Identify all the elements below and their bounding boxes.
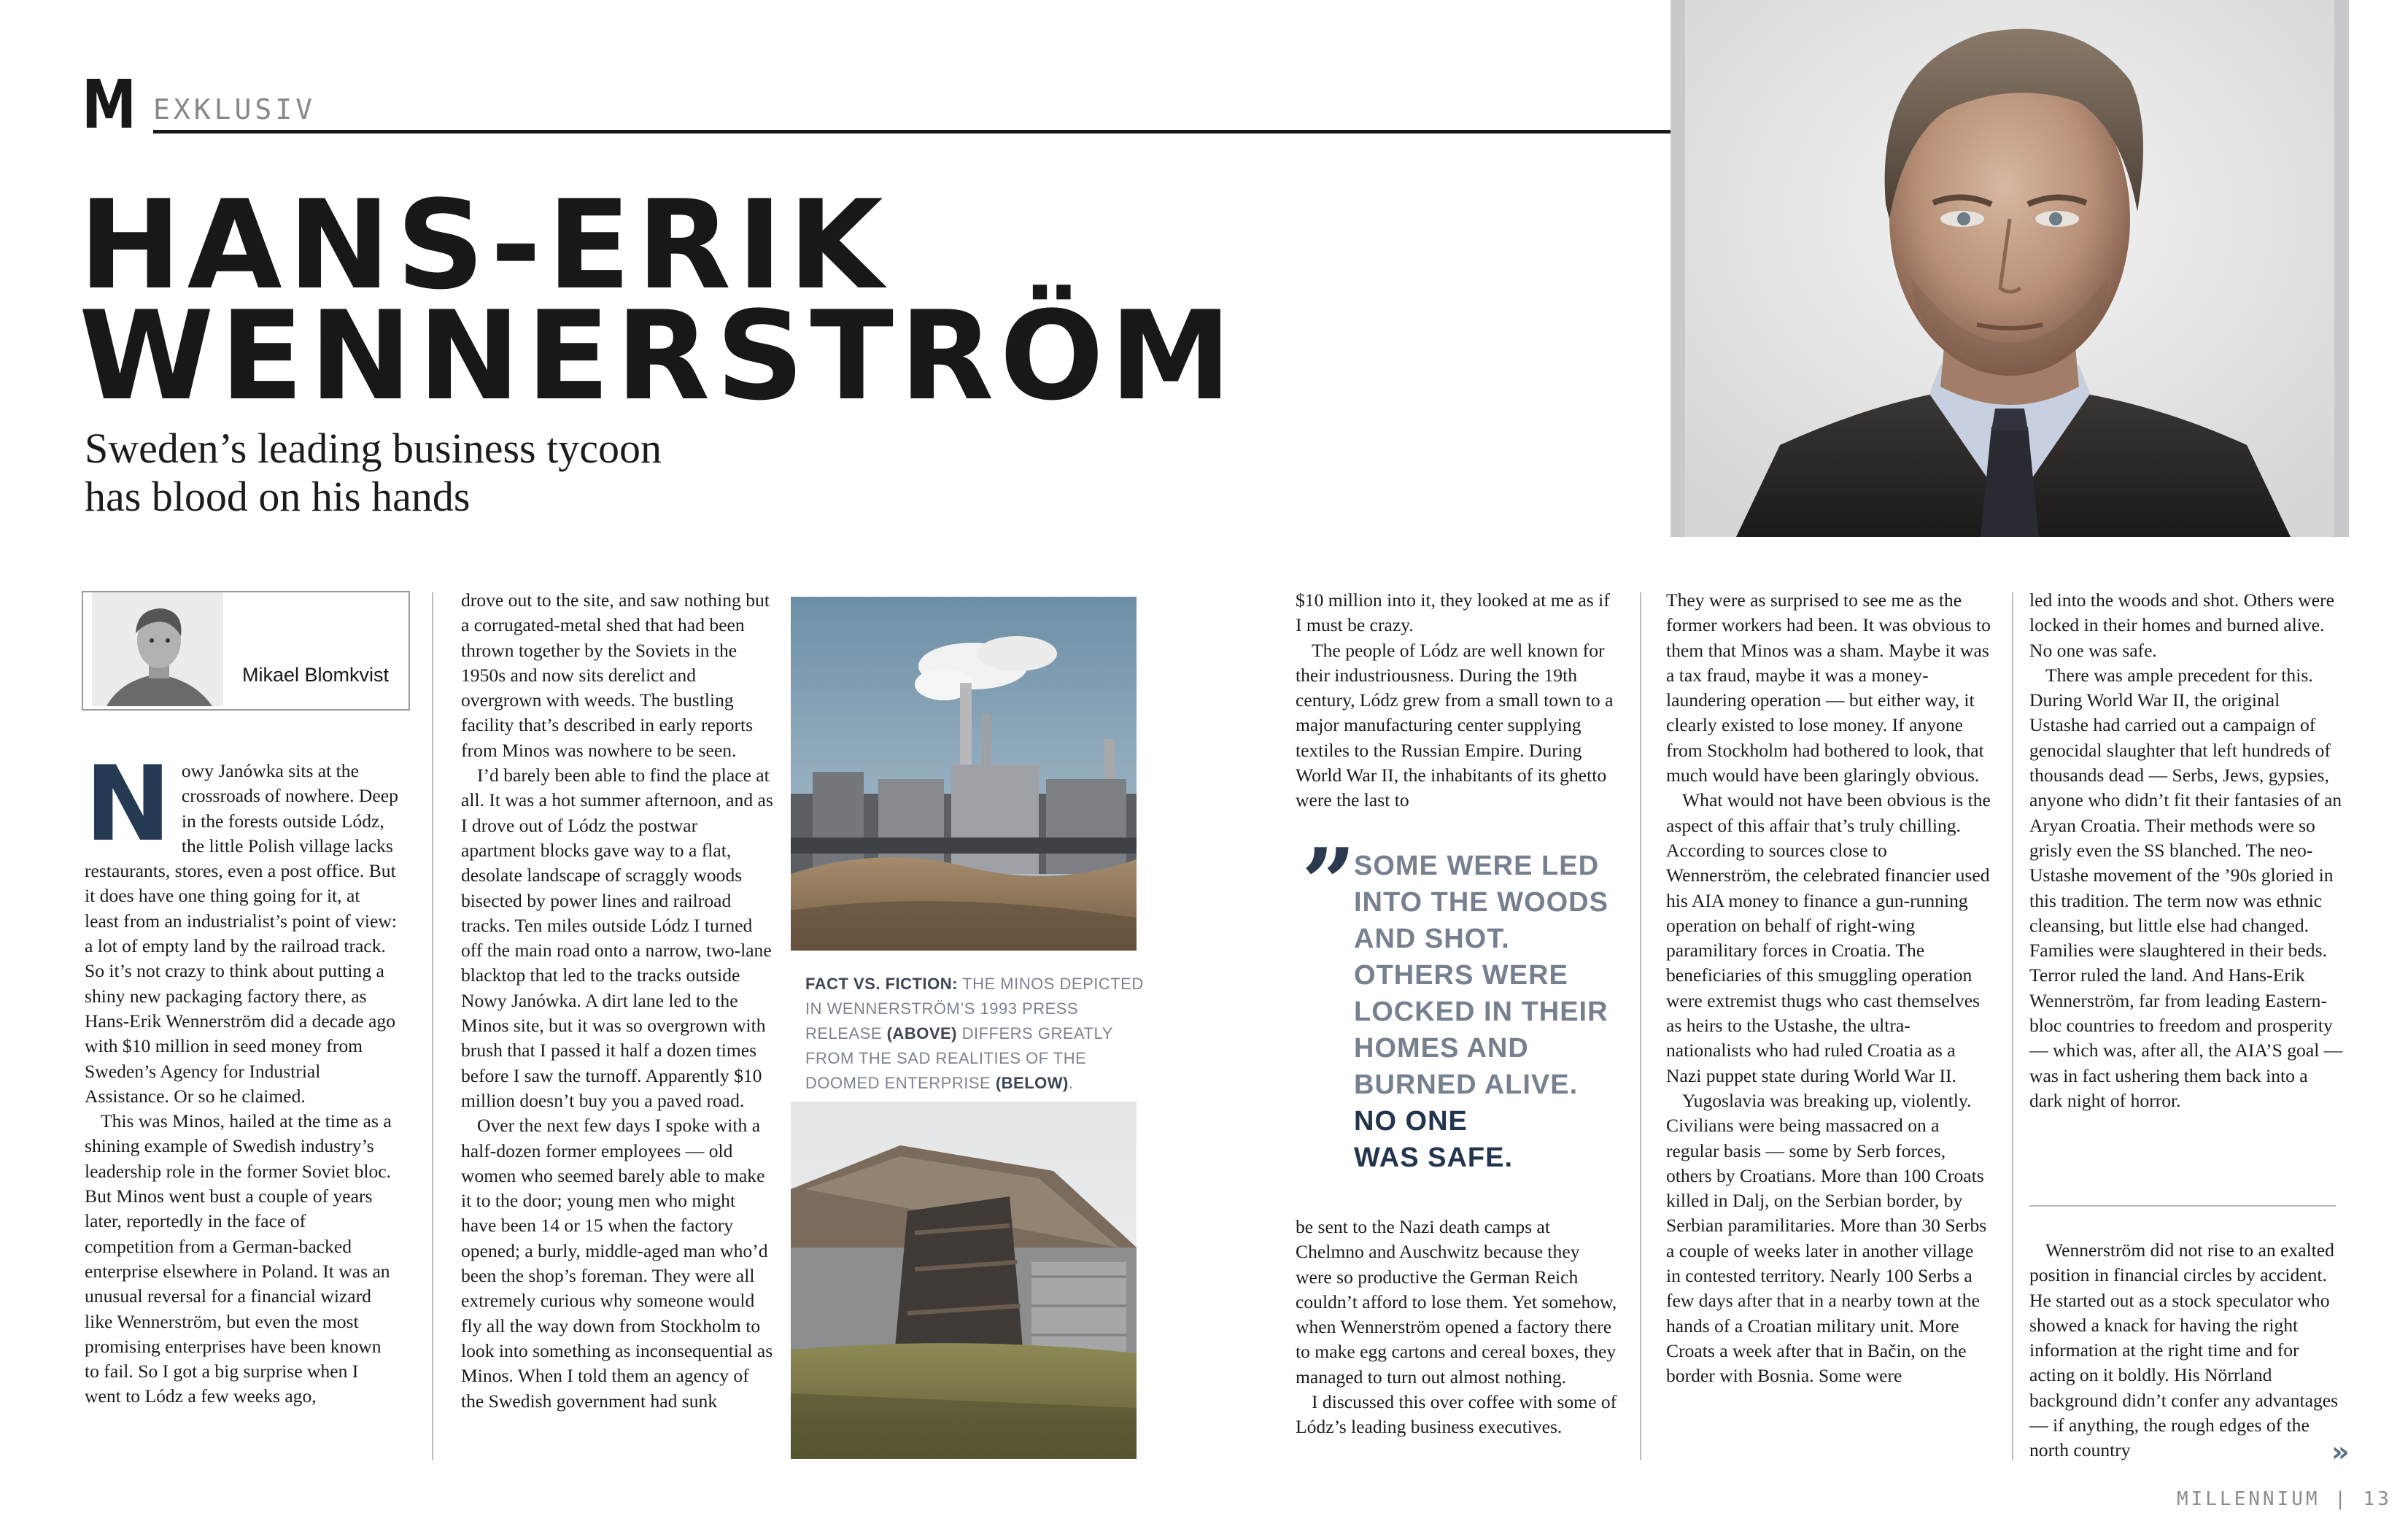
- pull-quote-mark: ”: [1301, 827, 1356, 939]
- paragraph: The people of Lódz are well known for their industriousness. During the 19th century, Lódz grew from a small town to a major manufacturing center supplying textiles to the Russian Empire. During World War II, the inhabitants of its ghetto were the last to: [1296, 639, 1614, 811]
- paragraph: What would not have been obvious is the aspect of this affair that’s truly chilling. According to sources close to Wennerström, the celebrated financier used his AIA money to finance a gun-running operation on behalf of right-wing paramilitary forces in Croatia. The beneficiaries of this smuggling operation were extremist thugs who cast themselves as heirs to the Ustashe, the ultra-nationalists who had ruled Croatia as a Nazi puppet state during World War II.: [1666, 789, 1991, 1086]
- drop-cap: N: [85, 744, 171, 864]
- column-divider: [432, 592, 433, 1461]
- headline-line-2: WENNERSTRÖM: [79, 285, 1238, 428]
- caption-below: (BELOW): [995, 1074, 1069, 1092]
- article-column-5-continued: [2029, 1238, 2343, 1463]
- headline: [79, 174, 1238, 428]
- continue-arrow-icon: »: [2331, 1436, 2350, 1468]
- paragraph: I’d barely been able to find the place at all. It was a hot summer afternoon, and as I drove out of Lódz the postwar apartment blocks gave way to a flat, desolate landscape of scraggly woods bisected by power lines and railroad tracks. Ten miles outside Lódz I turned off the main road onto a narrow, two-lane blacktop that led to the tracks outside Nowy Janówka. A dirt lane led to the Minos site, but it was so overgrown with brush that I passed it half a dozen times before I saw the turnoff. Apparently $10 million doesn’t buy you a paved road.: [461, 765, 773, 1111]
- subtitle: [85, 425, 741, 521]
- pull-quote-text: SOME WERE LED INTO THE WOODS AND SHOT. OTHERS WERE LOCKED IN THEIR HOMES AND BURNED ALIVE.: [1354, 851, 1608, 1100]
- article-column-4: [1666, 588, 1991, 1389]
- page-number: 13: [2363, 1488, 2392, 1510]
- caption-lead: FACT VS. FICTION:: [805, 975, 958, 993]
- pull-quote-emphasis-2: WAS SAFE.: [1354, 1142, 1514, 1173]
- subtitle-line-2: has blood on his hands: [85, 473, 471, 520]
- magazine-name: MILLENNIUM: [2177, 1488, 2320, 1510]
- page-footer: [2177, 1488, 2392, 1510]
- paragraph: $10 million into it, they looked at me as if I must be crazy.: [1296, 589, 1610, 636]
- paragraph: Over the next few days I spoke with a half-dozen former employees — old women who seemed barely able to make it to the door; young men who might have been 14 or 15 when the factory opened; a burly, middle-aged man who’d been the shop’s foreman. They were all extremely curious why someone would fly all the way down from Stockholm to look into something as inconsequential as Minos. When I told them an agency of the Swedish government had sunk: [461, 1115, 773, 1412]
- author-name: Mikael Blomkvist: [242, 664, 390, 686]
- caption-text: THE MINOS DEPICTED IN WENNERSTRÖM’S 1993 PRESS RELEASE: [805, 975, 1144, 1042]
- article-column-5: [2029, 588, 2343, 1113]
- paragraph: be sent to the Nazi death camps at Chelmno and Auschwitz because they were so productive the German Reich couldn’t afford to lose them. Yet somehow, when Wennerström opened a factory there to make egg cartons and cereal boxes, they managed to turn out almost nothing.: [1296, 1216, 1617, 1388]
- subtitle-line-1: Sweden’s leading business tycoon: [85, 425, 662, 472]
- caption-end: .: [1068, 1074, 1074, 1092]
- header-rule: [153, 130, 1670, 134]
- article-column-3-continued: [1296, 1215, 1619, 1440]
- factory-photo: [791, 597, 1137, 951]
- caption-text: DIFFERS GREATLY FROM THE SAD REALITIES OF THE DOOMED ENTERPRISE: [805, 1024, 1113, 1092]
- paragraph: drove out to the site, and saw nothing but a corrugated-metal shed that had been thrown together by the Soviets in the 1950s and now sits derelict and overgrown with weeds. The bustling facility that’s described in early reports from Minos was nowhere to be seen.: [461, 589, 770, 761]
- paragraph: I discussed this over coffee with some of Lódz’s leading business executives.: [1296, 1391, 1617, 1438]
- author-photo: [92, 592, 223, 706]
- paragraph: This was Minos, hailed at the time as a shining example of Swedish industry’s leadership role in the former Soviet bloc. But Minos went bust a couple of years later, reportedly in the face of competition from a German-backed enterprise elsewhere in Poland. It was an unusual reversal for a financial wizard like Wennerström, but even the most promising enterprises have been known to fail. So I got a big surprise when I went to Lódz a few weeks ago,: [85, 1110, 392, 1407]
- magazine-logo: M: [82, 66, 136, 144]
- paragraph-text: owy Janówka sits at the crossroads of nowhere. Deep in the forests outside Lódz, the little Polish village lacks restaurants, stores, even a post office. But it does have one thing going for it, at least from an industrialist’s point of view: a lot of empty land by the railroad track. So it’s not crazy to think about putting a shiny new packaging factory there, as Hans-Erik Wennerström did a decade ago with $10 million in seed money from Sweden’s Agency for Industrial Assistance. Or so he claimed.: [85, 760, 398, 1107]
- article-column-3: [1296, 588, 1619, 813]
- photo-caption: [805, 972, 1148, 1096]
- section-label: EXKLUSIV: [153, 93, 317, 125]
- footer-separator: |: [2334, 1488, 2349, 1510]
- paragraph: Yugoslavia was breaking up, violently. Civilians were being massacred on a regular basis — some by Serb forces, others by Croatians. More than 100 Croats killed in Dalj, on the Serbian border, by Serbian paramilitaries. More than 30 Serbs a couple of weeks later in another village in contested territory. Nearly 100 Serbs a few days after that in a nearby town at the hands of a Croatian military unit. More Croats a week after that in Bačin, on the border with Bosnia. Some were: [1666, 1089, 1987, 1387]
- article-column-1: [85, 744, 398, 1409]
- paragraph: led into the woods and shot. Others were locked in their homes and burned alive. No one was safe.: [2029, 589, 2334, 661]
- paragraph: Wennerström did not rise to an exalted position in financial circles by accident. He started out as a stock speculator who showed a knack for having the right information at the right time and for acting on it boldly. His Nörrland background didn’t confer any advantages — if anything, the rough edges of the north country: [2029, 1239, 2339, 1461]
- paragraph: They were as surprised to see me as the former workers had been. It was obvious to them that Minos was a sham. Maybe it was a tax fraud, maybe it was a money-laundering operation — but either way, it clearly existed to lose money. If anyone from Stockholm had bothered to look, that much would have been glaringly obvious.: [1666, 589, 1991, 786]
- shed-photo: [791, 1102, 1137, 1459]
- portrait-photo: [1670, 0, 2349, 537]
- paragraph: [85, 744, 398, 1109]
- pull-quote: [1354, 848, 1631, 1176]
- paragraph: There was ample precedent for this. During World War II, the original Ustashe had carried out a campaign of genocidal slaughter that left hundreds of thousands dead — Serbs, Jews, gypsies, anyone who didn’t fit their fantasies of an Aryan Croatia. Their methods were so grisly even the SS blanched. The neo-Ustashe movement of the ’90s gloried in this tradition. The term now was ethnic cleansing, but little else had changed. Families were slaughtered in their beds. Terror ruled the land. And Hans-Erik Wennerström, far from leading Eastern-bloc countries to freedom and prosperity — which was, after all, the AIA’S goal — was in fact ushering them back into a dark night of horror.: [2029, 664, 2343, 1111]
- column-divider: [2012, 592, 2013, 1461]
- article-column-2: [461, 588, 775, 1414]
- headline-line-1: HANS-ERIK: [79, 174, 889, 317]
- pull-quote-emphasis-1: NO ONE: [1354, 1106, 1468, 1137]
- section-divider: [2029, 1205, 2336, 1207]
- caption-above: (ABOVE): [886, 1024, 957, 1042]
- column-divider: [1640, 592, 1641, 1461]
